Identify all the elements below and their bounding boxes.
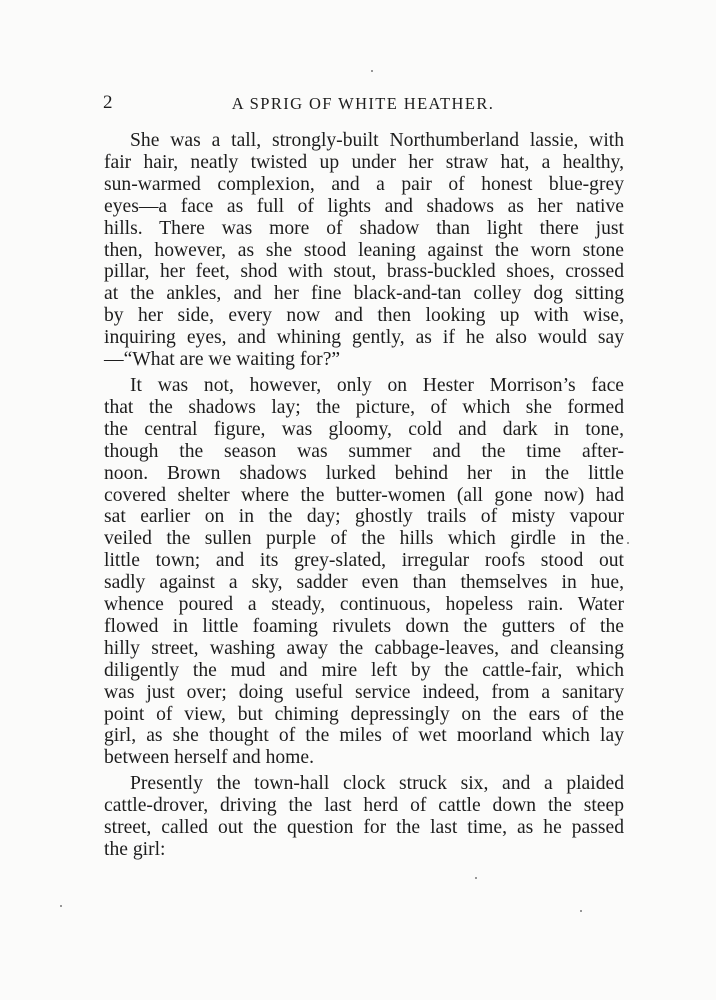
print-speck <box>627 542 629 544</box>
text-line: cattle-drover, driving the last herd of cattle down the steep <box>104 795 624 817</box>
text-line: sun-warmed complexion, and a pair of honest blue-grey <box>104 173 624 195</box>
text-line: little town; and its grey-slated, irregular roofs stood out <box>104 550 624 572</box>
text-line: at the ankles, and her fine black-and-tan colley dog sitting <box>104 283 624 305</box>
text-line: was just over; doing useful service indeed, from a sanitary <box>104 681 624 703</box>
text-line: fair hair, neatly twisted up under her straw hat, a healthy, <box>104 151 624 173</box>
text-line: noon. Brown shadows lurked behind her in the little <box>104 462 624 484</box>
text-line: street, called out the question for the last time, as he passed <box>104 817 624 839</box>
paragraph-1 <box>104 130 624 371</box>
text-line: sadly against a sky, sadder even than themselves in hue, <box>104 572 624 594</box>
text-line: eyes—a face as full of lights and shadows as her native <box>104 195 624 217</box>
text-line: veiled the sullen purple of the hills which girdle in the <box>104 528 624 550</box>
text-line: inquiring eyes, and whining gently, as if he also would say <box>104 327 624 349</box>
text-line: flowed in little foaming rivulets down the gutters of the <box>104 615 624 637</box>
text-line: Presently the town-hall clock struck six, and a plaided <box>130 773 624 795</box>
text-line: She was a tall, strongly-built Northumberland lassie, with <box>130 130 624 151</box>
running-title: A SPRIG OF WHITE HEATHER. <box>231 94 495 113</box>
text-line: It was not, however, only on Hester Morrison’s face <box>130 374 624 396</box>
paragraph-2 <box>104 375 624 769</box>
text-line: pillar, her feet, shod with stout, brass-buckled shoes, crossed <box>104 261 624 283</box>
page-header <box>103 92 623 118</box>
text-line: point of view, but chiming depressingly on the ears of the <box>104 703 624 725</box>
text-line: whence poured a steady, continuous, hopeless rain. Water <box>104 594 624 616</box>
text-line: —“What are we waiting for?” <box>104 349 341 371</box>
text-line: hilly street, washing away the cabbage-leaves, and cleansing <box>104 637 624 659</box>
body-text <box>104 130 624 861</box>
text-line: between herself and home. <box>104 747 315 769</box>
text-line: that the shadows lay; the picture, of which she formed <box>104 396 624 418</box>
print-speck <box>475 877 477 879</box>
print-speck <box>371 70 373 72</box>
text-line: then, however, as she stood leaning against the worn stone <box>104 239 624 261</box>
text-line: by her side, every now and then looking up with wise, <box>104 305 624 327</box>
text-line: covered shelter where the butter-women (all gone now) had <box>104 484 624 506</box>
page-number: 2 <box>103 92 113 113</box>
print-speck <box>580 910 582 912</box>
text-line: sat earlier on in the day; ghostly trails of misty vapour <box>104 506 624 528</box>
text-line: diligently the mud and mire left by the cattle-fair, which <box>104 659 624 681</box>
text-line: though the season was summer and the time after- <box>104 440 624 462</box>
text-line: the girl: <box>104 839 166 860</box>
paragraph-3 <box>104 773 624 861</box>
text-line: the central figure, was gloomy, cold and dark in tone, <box>104 418 624 440</box>
text-line: hills. There was more of shadow than light there just <box>104 217 624 239</box>
text-line: girl, as she thought of the miles of wet moorland which lay <box>104 725 624 747</box>
print-speck <box>60 905 62 907</box>
